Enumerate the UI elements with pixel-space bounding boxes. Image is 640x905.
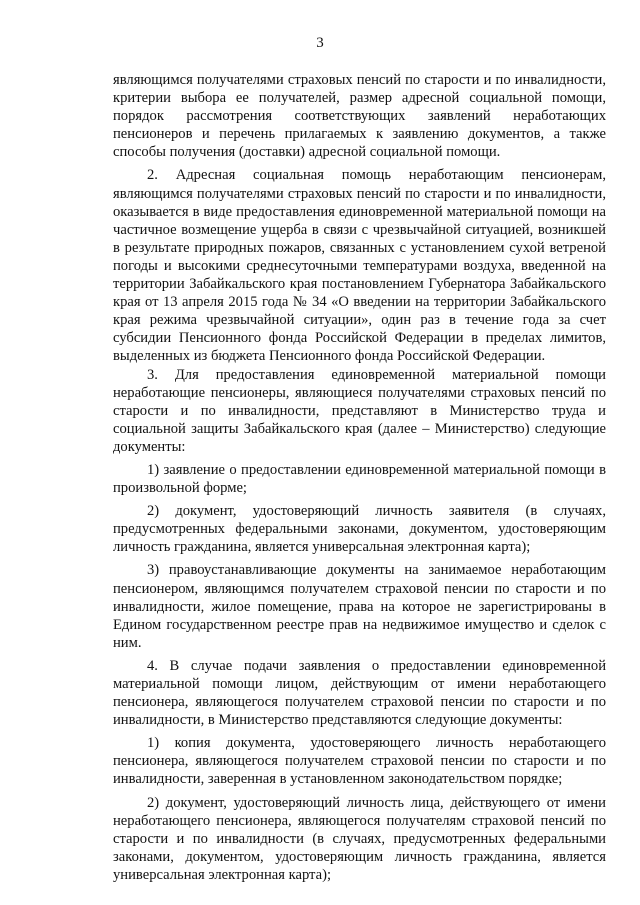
paragraph-item-3-subitem-3: 3) правоустанавливающие документы на занимаемое неработающим пенсионером, являющимся получателем страховой пенсии по старости и по инвалидности, жилое помещение, права на которое не зарегистрированы в Едином государственном реестре прав на недвижимое имущество и сделок с ним. <box>113 562 606 651</box>
paragraph-item-4: 4. В случае подачи заявления о предоставлении единовременной материальной помощи лицом, действующим от имени неработающего пенсионера, являющегося получателем страховой пенсии по старости и по инвалидности, в Министерство представляются следующие документы: <box>113 657 606 729</box>
paragraph-continuation: являющимся получателями страховых пенсий по старости и по инвалидности, критерии выбора ее получателей, размер адресной социальной помощи, порядок рассмотрения соответствующих заявлений неработающих пенсионеров и перечень прилагаемых к заявлению документов, а также способы получения (доставки) адресной социальной помощи. <box>113 72 606 161</box>
paragraph-item-3: 3. Для предоставления единовременной материальной помощи неработающие пенсионеры, являющиеся получателями страховых пенсий по старости и по инвалидности, представляют в Министерство труда и социальной защиты Забайкальского края (далее – Министерство) следующие документы: <box>113 366 606 455</box>
paragraph-item-4-subitem-1: 1) копия документа, удостоверяющего личность неработающего пенсионера, являющегося получателем страховой пенсии по старости и по инвалидности, заверенная в установленном законодательством порядке; <box>113 735 606 788</box>
paragraph-item-2: 2. Адресная социальная помощь неработающим пенсионерам, являющимся получателями страховых пенсий по старости и по инвалидности, оказывается в виде предоставления единовременной материальной помощи на частичное возмещение ущерба в связи с чрезвычайной ситуацией, возникшей в результате природных пожаров, связанных с установлением сухой ветреной погоды и высокими среднесуточными температурами воздуха, введенной на территории Забайкальского края постановлением Губернатора Забайкальского края от 13 апреля 2015 года № 34 «О введении на территории Забайкальского края режима чрезвычайной ситуации», один раз в течение года за счет субсидии Пенсионного фонда Российской Федерации в пределах лимитов, выделенных из бюджета Пенсионного фонда Российской Федерации. <box>113 167 606 365</box>
paragraph-item-4-subitem-2: 2) документ, удостоверяющий личность лица, действующего от имени неработающего пенсионера, являющегося получателям страховой пенсий по старости и по инвалидности (в случаях, предусмотренных федеральными законами, документом, удостоверяющим личность гражданина, является универсальная электронная карта); <box>113 794 606 883</box>
page-number: 3 <box>316 35 324 51</box>
document-body <box>113 71 606 884</box>
paragraph-item-3-subitem-1: 1) заявление о предоставлении единовременной материальной помощи в произвольной форме; <box>113 461 606 497</box>
paragraph-item-3-subitem-2: 2) документ, удостоверяющий личность заявителя (в случаях, предусмотренных федеральными законами, документом, удостоверяющим личность гражданина, является универсальная электронная карта); <box>113 503 606 556</box>
